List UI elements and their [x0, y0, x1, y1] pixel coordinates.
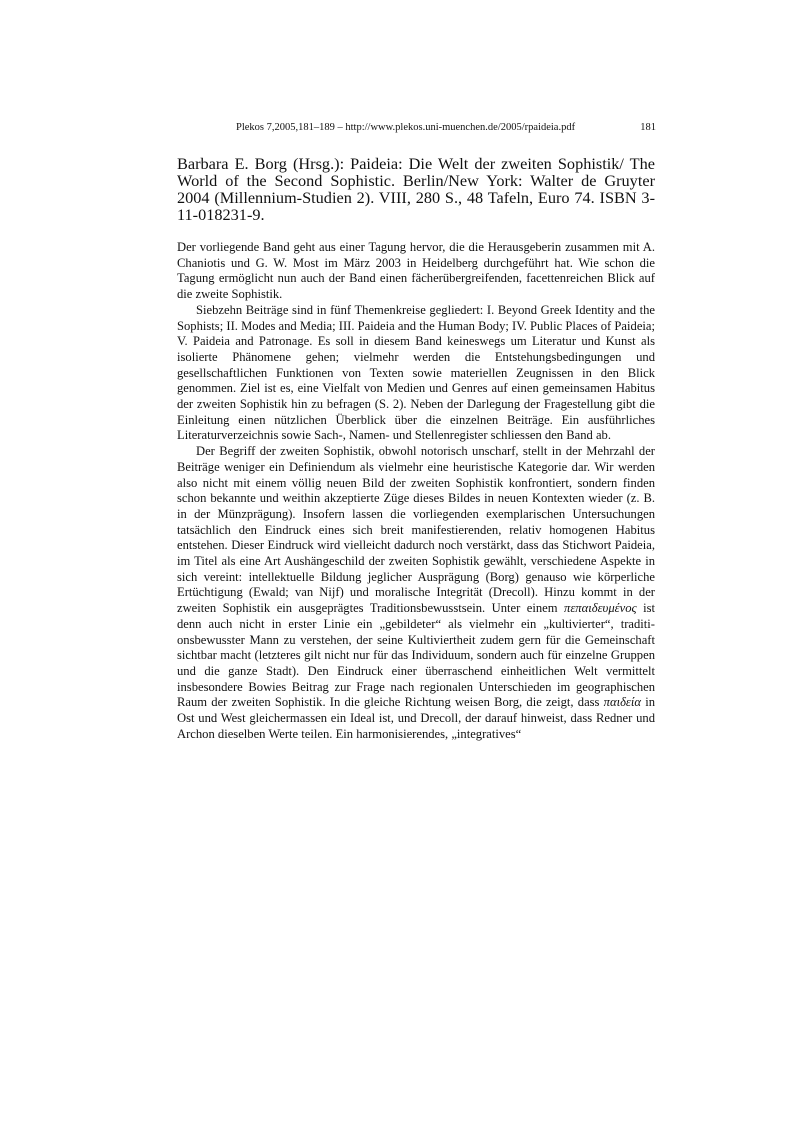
paragraph-3-text-b: ist denn auch nicht in erster Linie ein „gebildeter“ als vielmehr ein „kultivierter“, traditionsbewusster Mann zu verstehen, der seine Kultiviertheit zudem gern für die Gemeinschaft sichtbar macht (letzteres gilt nicht nur für das Individuum, sondern auch für einzelne Gruppen und die ganze Stadt). Den Eindruck einer überraschend einheitlichen Welt vermittelt insbesondere Bowies Beitrag zur Frage nach regionalen Unterschieden im geographischen Raum der zweiten Sophistik. In die gleiche Richtung weisen Borg, die zeigt, dass [177, 601, 655, 710]
paragraph-2: Siebzehn Beiträge sind in fünf Themenkreise gegliedert: I. Beyond Greek Identity and the Sophists; II. Modes and Media; III. Paideia and the Human Body; IV. Public Places of Paideia; V. Paideia and Patronage. Es soll in diesem Band keineswegs um Literatur und Kunst als isolierte Phänomene gehen; vielmehr werden die Entstehungsbedingungen und gesellschaftlichen Funktionen von Texten sowie materiellen Zeugnissen in den Blick genommen. Ziel ist es, eine Vielfalt von Medien und Genres auf einen gemeinsamen Habitus der zweiten Sophistik hin zu befragen (S. 2). Neben der Darlegung der Fragestellung gibt die Einleitung einen nützlichen Überblick über die einzelnen Beiträge. Ein ausführliches Literaturverzeichnis sowie Sach-, Namen- und Stellenregister schliessen den Band ab. [177, 302, 655, 443]
review-body [177, 240, 655, 743]
running-head-citation: Plekos 7,2005,181–189 – http://www.plekos.uni-muenchen.de/2005/rpaideia.pdf [236, 122, 576, 133]
page-number: 181 [640, 122, 656, 133]
paragraph-3 [177, 444, 655, 742]
running-head [236, 121, 656, 134]
greek-term-pepaideumenos: πεπαιδευμένος [564, 601, 637, 616]
paragraph-3-text-c: in Ost und West gleichermassen ein Ideal ist, und Drecoll, der darauf hinweist, dass Redner und Archon dieselben Werte teilen. Ein harmonisierendes, „integratives“ [177, 695, 655, 741]
paragraph-1: Der vorliegende Band geht aus einer Tagung hervor, die die Herausgeberin zusammen mit A. Chaniotis und G. W. Most im März 2003 in Heidelberg durchgeführt hat. Wie schon die Tagung ermöglicht nun auch der Band einen fächerübergreifenden, facettenreichen Blick auf die zweite Sophistik. [177, 240, 655, 302]
paragraph-3-text-a: Der Begriff der zweiten Sophistik, obwohl notorisch unscharf, stellt in der Mehrzahl der Beiträge weniger ein Definiendum als vielmehr eine heuristische Kategorie dar. Wir werden also nicht mit einem völlig neuen Bild der zweiten Sophistik konfrontiert, sondern finden schon bekannte und weithin akzeptierte Züge dieses Bildes in neuen Kontexten wieder (z. B. in der Münzprägung). Insofern lassen die vorliegenden exemplarischen Untersuchungen tatsächlich den Eindruck eines sich breit manifestierenden, relativ homogenen Habitus entstehen. Dieser Eindruck wird vielleicht dadurch noch verstärkt, dass das Stichwort Paideia, im Titel als eine Art Aushängeschild der zweiten Sophistik gewählt, verschiedene Aspekte in sich vereint: intellektuelle Bildung jeglicher Ausprägung (Borg) genauso wie körperliche Ertüchtigung (Ewald; van Nijf) und moralische Integrität (Drecoll). Hinzu kommt in der zweiten Sophistik ein ausgeprägtes Traditionsbewusstsein. Unter einem [177, 444, 655, 616]
review-title: Barbara E. Borg (Hrsg.): Paideia: Die Welt der zweiten Sophistik/ The World of the Second Sophistic. Berlin/New York: Walter de Gruyter 2004 (Millennium-Studien 2). VIII, 280 S., 48 Tafeln, Euro 74. ISBN 3-11-018231-9. [177, 154, 655, 224]
greek-term-paideia: παιδεία [603, 695, 642, 710]
